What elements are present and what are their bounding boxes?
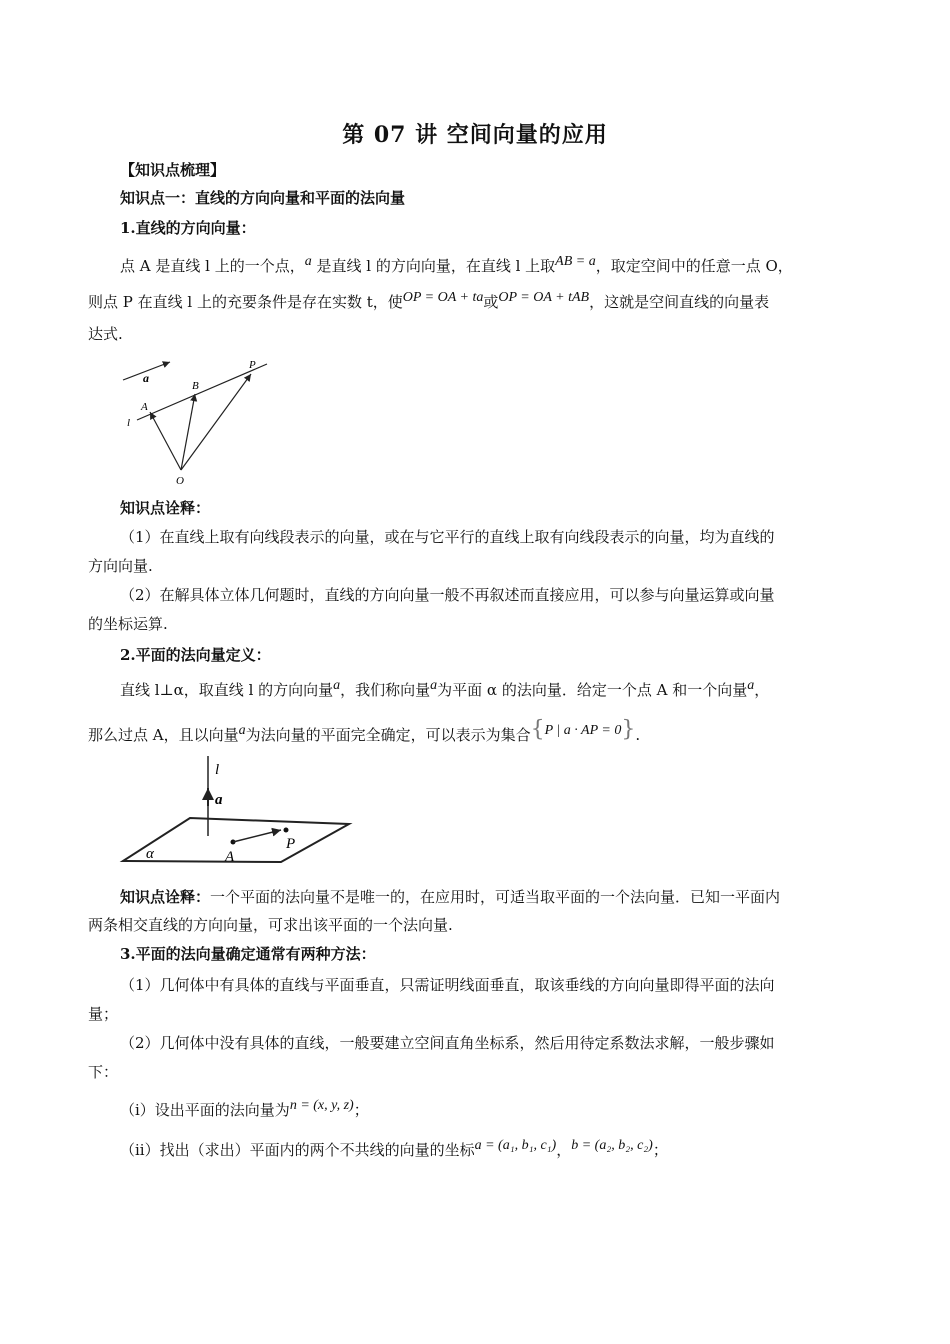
note-heading: 知识点诠释： (120, 888, 211, 906)
set-expression: P | a · AP = 0 (544, 723, 622, 738)
paragraph-line: （1）几何体中有具体的直线与平面垂直，只需证明线面垂直，取该垂线的方向向量即得平面的法向 (120, 976, 775, 994)
line-l-label: l (127, 417, 131, 429)
equation-ab: AB = a (555, 254, 596, 269)
paragraph-line: 达式. (88, 325, 123, 343)
page-title: 第 07 讲 空间向量的应用 (342, 122, 608, 148)
subheading-normal-vector: 2.平面的法向量定义： (120, 646, 271, 664)
point-b-label: B (192, 380, 199, 392)
point-p (284, 828, 289, 833)
plane-alpha-label: α (146, 846, 154, 862)
section-header: 【知识点梳理】 (120, 161, 226, 179)
vector-ap (233, 830, 281, 842)
paragraph-line: 直线 l⊥α，取直线 l 的方向向量a，我们称向量a为平面 α 的法向量．给定一个点 A 和一个向量a， (120, 678, 770, 699)
knowledge-point-1-heading: 知识点一：直线的方向向量和平面的法向量 (120, 189, 406, 207)
set-brace-right: } (621, 717, 636, 742)
equation-op-2: OP = OA + tAB (498, 290, 590, 305)
vector-a: a (333, 678, 341, 693)
vector-a-label: a (215, 792, 223, 808)
paragraph-line: 的坐标运算. (88, 615, 168, 633)
equation-op-1: OP = OA + ta (402, 290, 484, 305)
subheading-normal-methods: 3.平面的法向量确定通常有两种方法： (120, 945, 376, 963)
step-line: （i）设出平面的法向量为n = (x, y, z)； (120, 1098, 369, 1119)
paragraph-line: （2）几何体中没有具体的直线，一般要建立空间直角坐标系，然后用待定系数法求解，一般步骤如 (120, 1034, 775, 1052)
vector-a: a (747, 678, 755, 693)
paragraph-line: （2）在解具体立体几何题时，直线的方向向量一般不再叙述而直接应用，可以参与向量运算或向量 (120, 586, 775, 604)
paragraph-line: 那么过点 A，且以向量a为法向量的平面完全确定，可以表示为集合{P | a · AP = 0}. (88, 717, 641, 744)
paragraph-line: 方向向量. (88, 557, 153, 575)
paragraph-line: （1）在直线上取有向线段表示的向量，或在与它平行的直线上取有向线段表示的向量，均为直线的 (120, 528, 775, 546)
vector-oa-arrow (150, 412, 181, 470)
point-p-label: P (249, 359, 256, 371)
note-heading: 知识点诠释： (120, 499, 211, 517)
paragraph-line: 量； (88, 1005, 119, 1023)
plane-alpha (123, 818, 349, 862)
point-a-label: A (225, 849, 235, 865)
subheading-direction-vector: 1.直线的方向向量： (120, 219, 256, 237)
paragraph-line: 知识点诠释：一个平面的法向量不是唯一的，在应用时，可适当取平面的一个法向量．已知一平面内 (120, 888, 781, 906)
vector-a: a (304, 254, 312, 269)
vector-a: a (238, 723, 246, 738)
set-brace-left: { (530, 717, 545, 742)
point-o-label: O (176, 475, 184, 487)
vector-a-label: a (143, 371, 149, 385)
equation-n: n = (x, y, z) (289, 1098, 354, 1113)
vector-ob-arrow (181, 394, 195, 470)
paragraph-line: 两条相交直线的方向向量，可求出该平面的一个法向量. (88, 916, 453, 934)
line-l (137, 364, 267, 420)
paragraph-line: 则点 P 在直线 l 上的充要条件是存在实数 t，使OP = OA + ta或OP = OA + tAB，这就是空间直线的向量表 (88, 290, 770, 311)
line-direction-figure (115, 352, 280, 487)
vector-a: a (430, 678, 438, 693)
point-p-label: P (286, 836, 296, 852)
point-a-label: A (141, 401, 148, 413)
paragraph-line: 下： (88, 1063, 119, 1081)
equation-a-coords: a = (a₁, b₁, c₁) (474, 1138, 557, 1153)
paragraph-line: 点 A 是直线 l 上的一个点，a 是直线 l 的方向向量，在直线 l 上取AB = a，取定空间中的任意一点 O， (120, 254, 793, 275)
step-line: （ii）找出（求出）平面内的两个不共线的向量的坐标a = (a₁, b₁, c₁)，b = (a₂, b₂, c₂)； (120, 1138, 668, 1159)
equation-b-coords: b = (a₂, b₂, c₂) (571, 1138, 653, 1153)
plane-normal-figure (118, 752, 358, 870)
line-l-label: l (215, 762, 220, 778)
